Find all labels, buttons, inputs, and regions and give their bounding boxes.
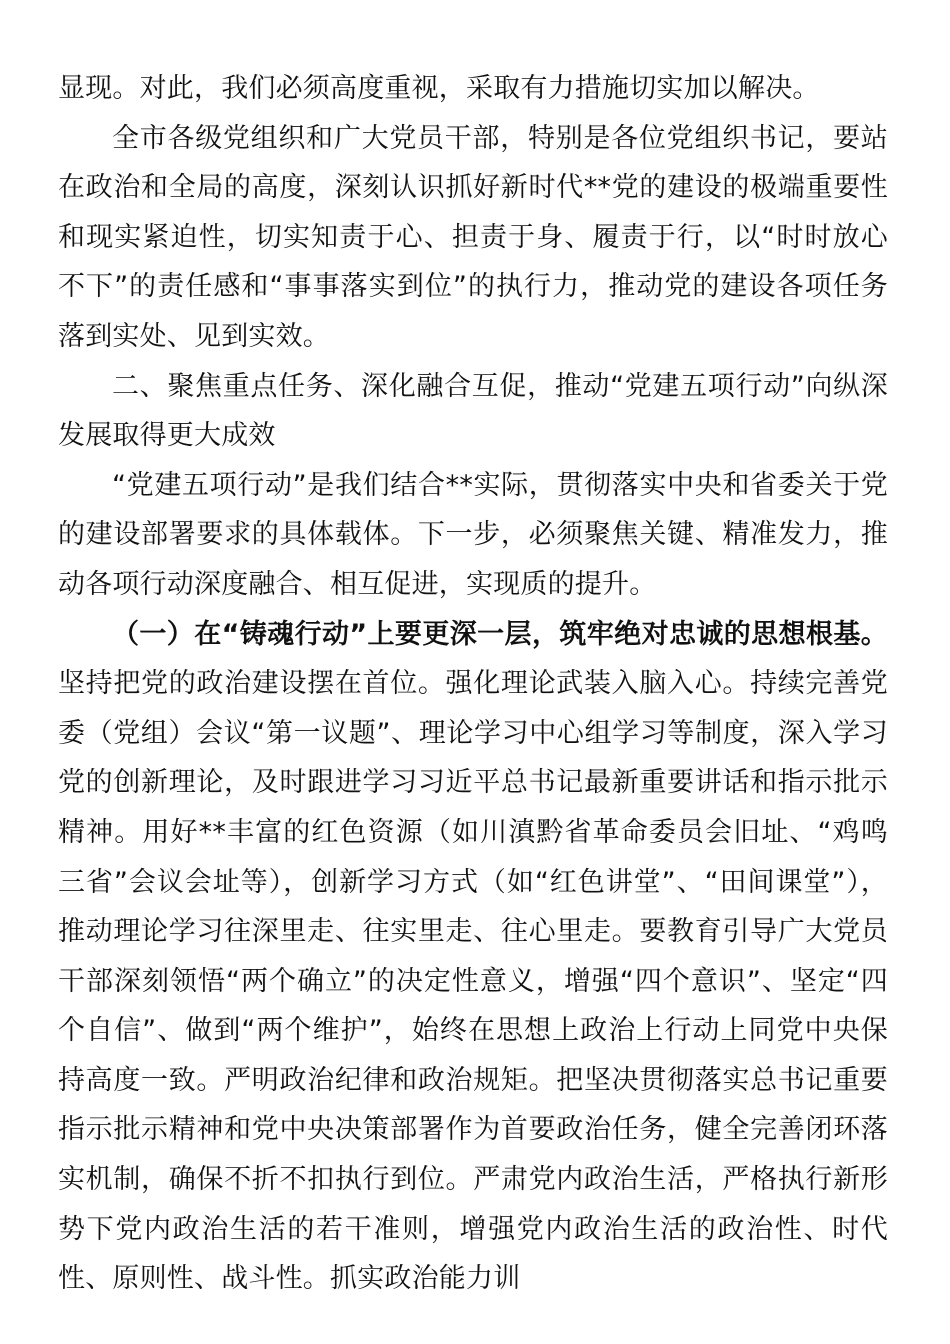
document-body <box>58 64 888 1304</box>
paragraph-continuation: 显现。对此，我们必须高度重视，采取有力措施切实加以解决。 <box>58 73 820 104</box>
paragraph-soul-casting <box>58 610 888 1304</box>
section-heading-two: 二、聚焦重点任务、深化融合互促，推动“党建五项行动”向纵深发展取得更大成效 <box>58 370 888 452</box>
paragraph-five-actions: “党建五项行动”是我们结合**实际，贯彻落实中央和省委关于党的建设部署要求的具体载体。下一步，必须聚焦关键、精准发力，推动各项行动深度融合、相互促进，实现质的提升。 <box>58 469 888 600</box>
subheading-soul-casting: （一）在“铸魂行动”上要更深一层，筑牢绝对忠诚的思想根基。 <box>112 618 888 650</box>
paragraph-soul-casting-body: 坚持把党的政治建设摆在首位。强化理论武装入脑入心。持续完善党委（党组）会议“第一议题”、理论学习中心组学习等制度，深入学习党的创新理论，及时跟进学习习近平总书记最新重要讲话和指示批示精神。用好**丰富的红色资源（如川滇黔省革命委员会旧址、“鸡鸣三省”会议会址等），创新学习方式（如“红色讲堂”、“田间课堂”），推动理论学习往深里走、往实里走、往心里走。要教育引导广大党员干部深刻领悟“两个确立”的决定性意义，增强“四个意识”、坚定“四个自信”、做到“两个维护”，始终在思想上政治上行动上同党中央保持高度一致。严明政治纪律和政治规矩。把坚决贯彻落实总书记重要指示批示精神和党中央决策部署作为首要政治任务，健全完善闭环落实机制，确保不折不扣执行到位。严肃党内政治生活，严格执行新形势下党内政治生活的若干准则，增强党内政治生活的政治性、时代性、原则性、战斗性。抓实政治能力训 <box>58 668 888 1295</box>
paragraph-responsibility: 全市各级党组织和广大党员干部，特别是各位党组织书记，要站在政治和全局的高度，深刻认识抓好新时代**党的建设的极端重要性和现实紧迫性，切实知责于心、担责于身、履责于行，以“时时放心不下”的责任感和“事事落实到位”的执行力，推动党的建设各项任务落到实处、见到实效。 <box>58 122 888 352</box>
